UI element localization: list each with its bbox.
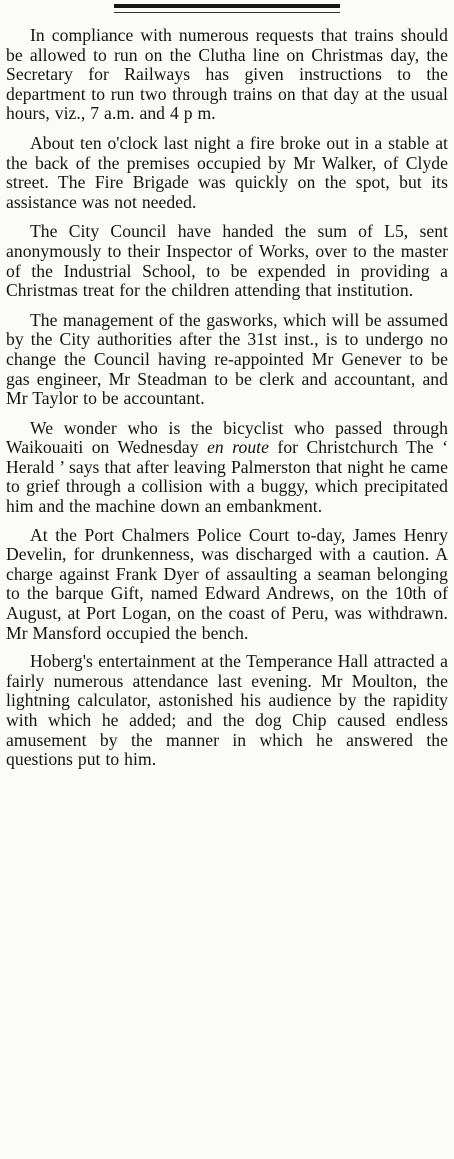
paragraph-hobergs-entertainment: Hoberg's entertainment at the Temperance Hall attracted a fairly numerous attendance last evening. Mr Moulton, the lightning calculator, astonished his audience by the rapidity with which he added; and the dog Chip caused endless amusement by the manner in which he answered the questions put to him. — [6, 651, 448, 770]
paragraph-port-chalmers-police-court: At the Port Chalmers Police Court to-day, James Henry Develin, for drunkenness, was discharged with a caution. A charge against Frank Dyer of assaulting a seaman belonging to the barque Gift, named Edward Andrews, on the 10th of August, at Port Logan, on the coast of Peru, was withdrawn. Mr Mansford occupied the bench. — [6, 524, 448, 643]
paragraph-bicyclist-waikouaiti — [6, 419, 448, 517]
bicyclist-text-end: for Christchurch The ‘ Herald ’ says that after leaving Palmerston that night he came to grief through a collision with a buggy, which precipitated him and the machine down an embankment. — [6, 437, 448, 517]
italic-phrase-en-route: en route — [207, 437, 269, 458]
paragraph-stable-fire: About ten o'clock last night a fire broke out in a stable at the back of the premises occupied by Mr Walker, of Clyde street. The Fire Brigade was quickly on the spot, but its assistance was not needed. — [6, 132, 448, 212]
news-column — [6, 26, 448, 779]
paragraph-gasworks-management: The management of the gasworks, which will be assumed by the City authorities after the 31st inst., is to undergo no change the Council having re-appointed Mr Genever to be gas engineer, Mr Steadman to be clerk and accountant, and Mr Taylor to be accountant. — [6, 309, 448, 409]
header-rule-thick — [114, 4, 340, 8]
header-rule-thin — [114, 12, 340, 13]
paragraph-industrial-school-christmas: The City Council have handed the sum of L5, sent anonymously to their Inspector of Works, over to the master of the Industrial School, to be expended in providing a Christmas treat for the children attending that institution. — [6, 221, 448, 301]
bicyclist-text-start: We wonder who is the bicyclist who passed through Waikouaiti on Wednesday — [6, 417, 448, 458]
paragraph-clutha-line-trains: In compliance with numerous requests that trains should be allowed to run on the Clutha line on Christmas day, the Secretary for Railways has given instructions to the department to run two through trains on that day at the usual hours, viz., 7 a.m. and 4 p m. — [6, 25, 448, 124]
